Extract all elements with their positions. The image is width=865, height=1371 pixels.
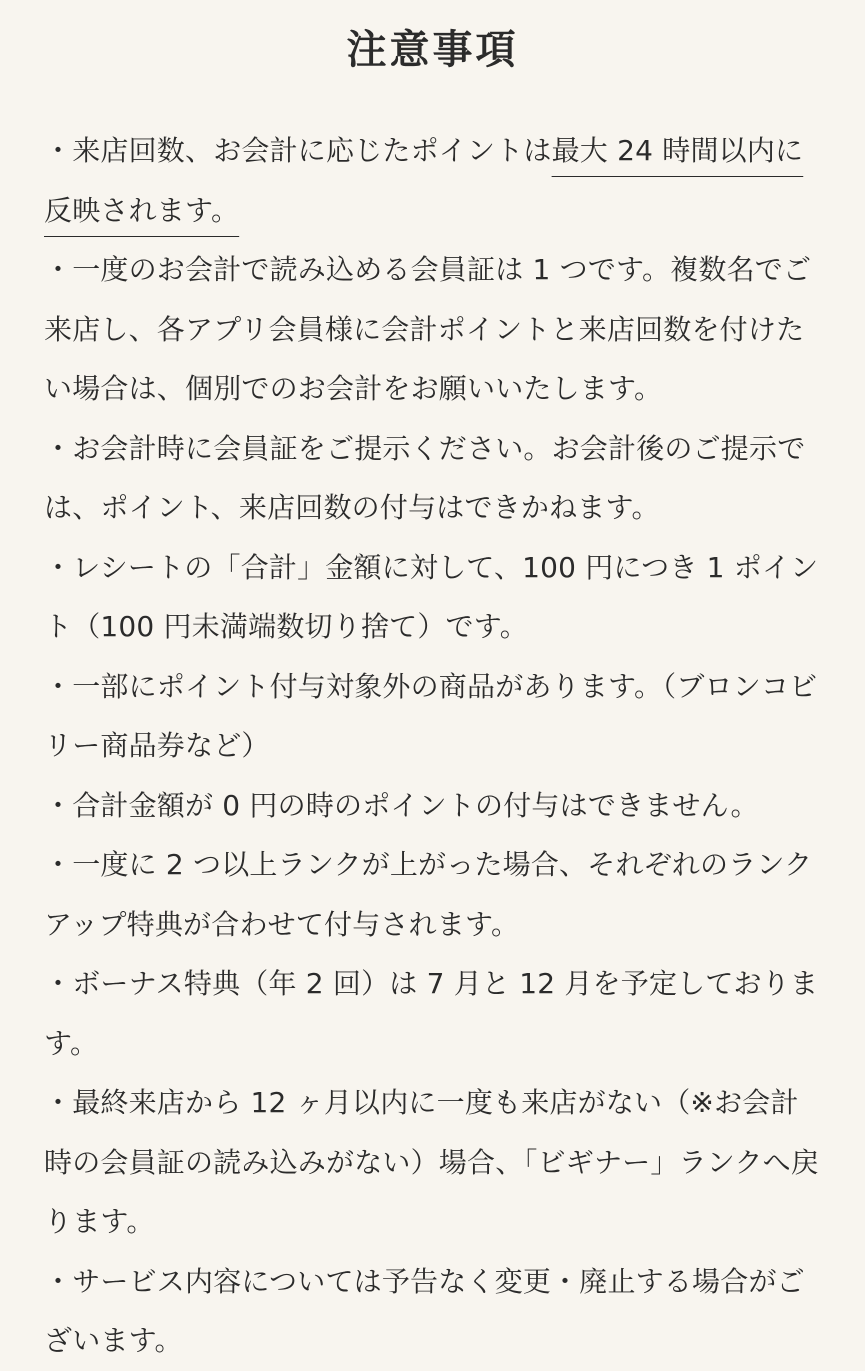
notes-list: [44, 121, 821, 1371]
page-title: 注意事項: [346, 27, 519, 73]
note-rank-reset: ・最終来店から 12 ヶ月以内に一度も来店がない（※お会計時の会員証の読み込みがない）場合、「ビギナー」ランクへ戻ります。: [44, 1086, 820, 1238]
note-points-timing: [44, 121, 821, 240]
note-underlined-text: 最大 24 時間以内に反映されます。: [44, 134, 804, 227]
note-zero-yen: ・合計金額が 0 円の時のポイントの付与はできません。: [44, 788, 759, 822]
note-point-rate: ・レシートの「合計」金額に対して、100 円につき 1 ポイント（100 円未満端数切り捨て）です。: [44, 550, 819, 643]
note-one-card-per-bill: ・一度のお会計で読み込める会員証は 1 つです。複数名でご来店し、各アプリ会員様に会計ポイントと来店回数を付けたい場合は、個別でのお会計をお願いいたします。: [44, 253, 812, 405]
note-text: ・来店回数、お会計に応じたポイントは: [44, 134, 552, 167]
note-service-change: ・サービス内容については予告なく変更・廃止する場合がございます。: [44, 1264, 805, 1357]
note-present-card-at-checkout: ・お会計時に会員証をご提示ください。お会計後のご提示では、ポイント、来店回数の付与はできかねます。: [44, 431, 806, 524]
note-multi-rank-up: ・一度に 2 つ以上ランクが上がった場合、それぞれのランクアップ特典が合わせて付与されます。: [44, 848, 813, 941]
note-bonus-schedule: ・ボーナス特典（年 2 回）は 7 月と 12 月を予定しております。: [44, 967, 819, 1060]
note-excluded-products: ・一部にポイント付与対象外の商品があります。（ブロンコビリー商品券など）: [44, 669, 818, 762]
